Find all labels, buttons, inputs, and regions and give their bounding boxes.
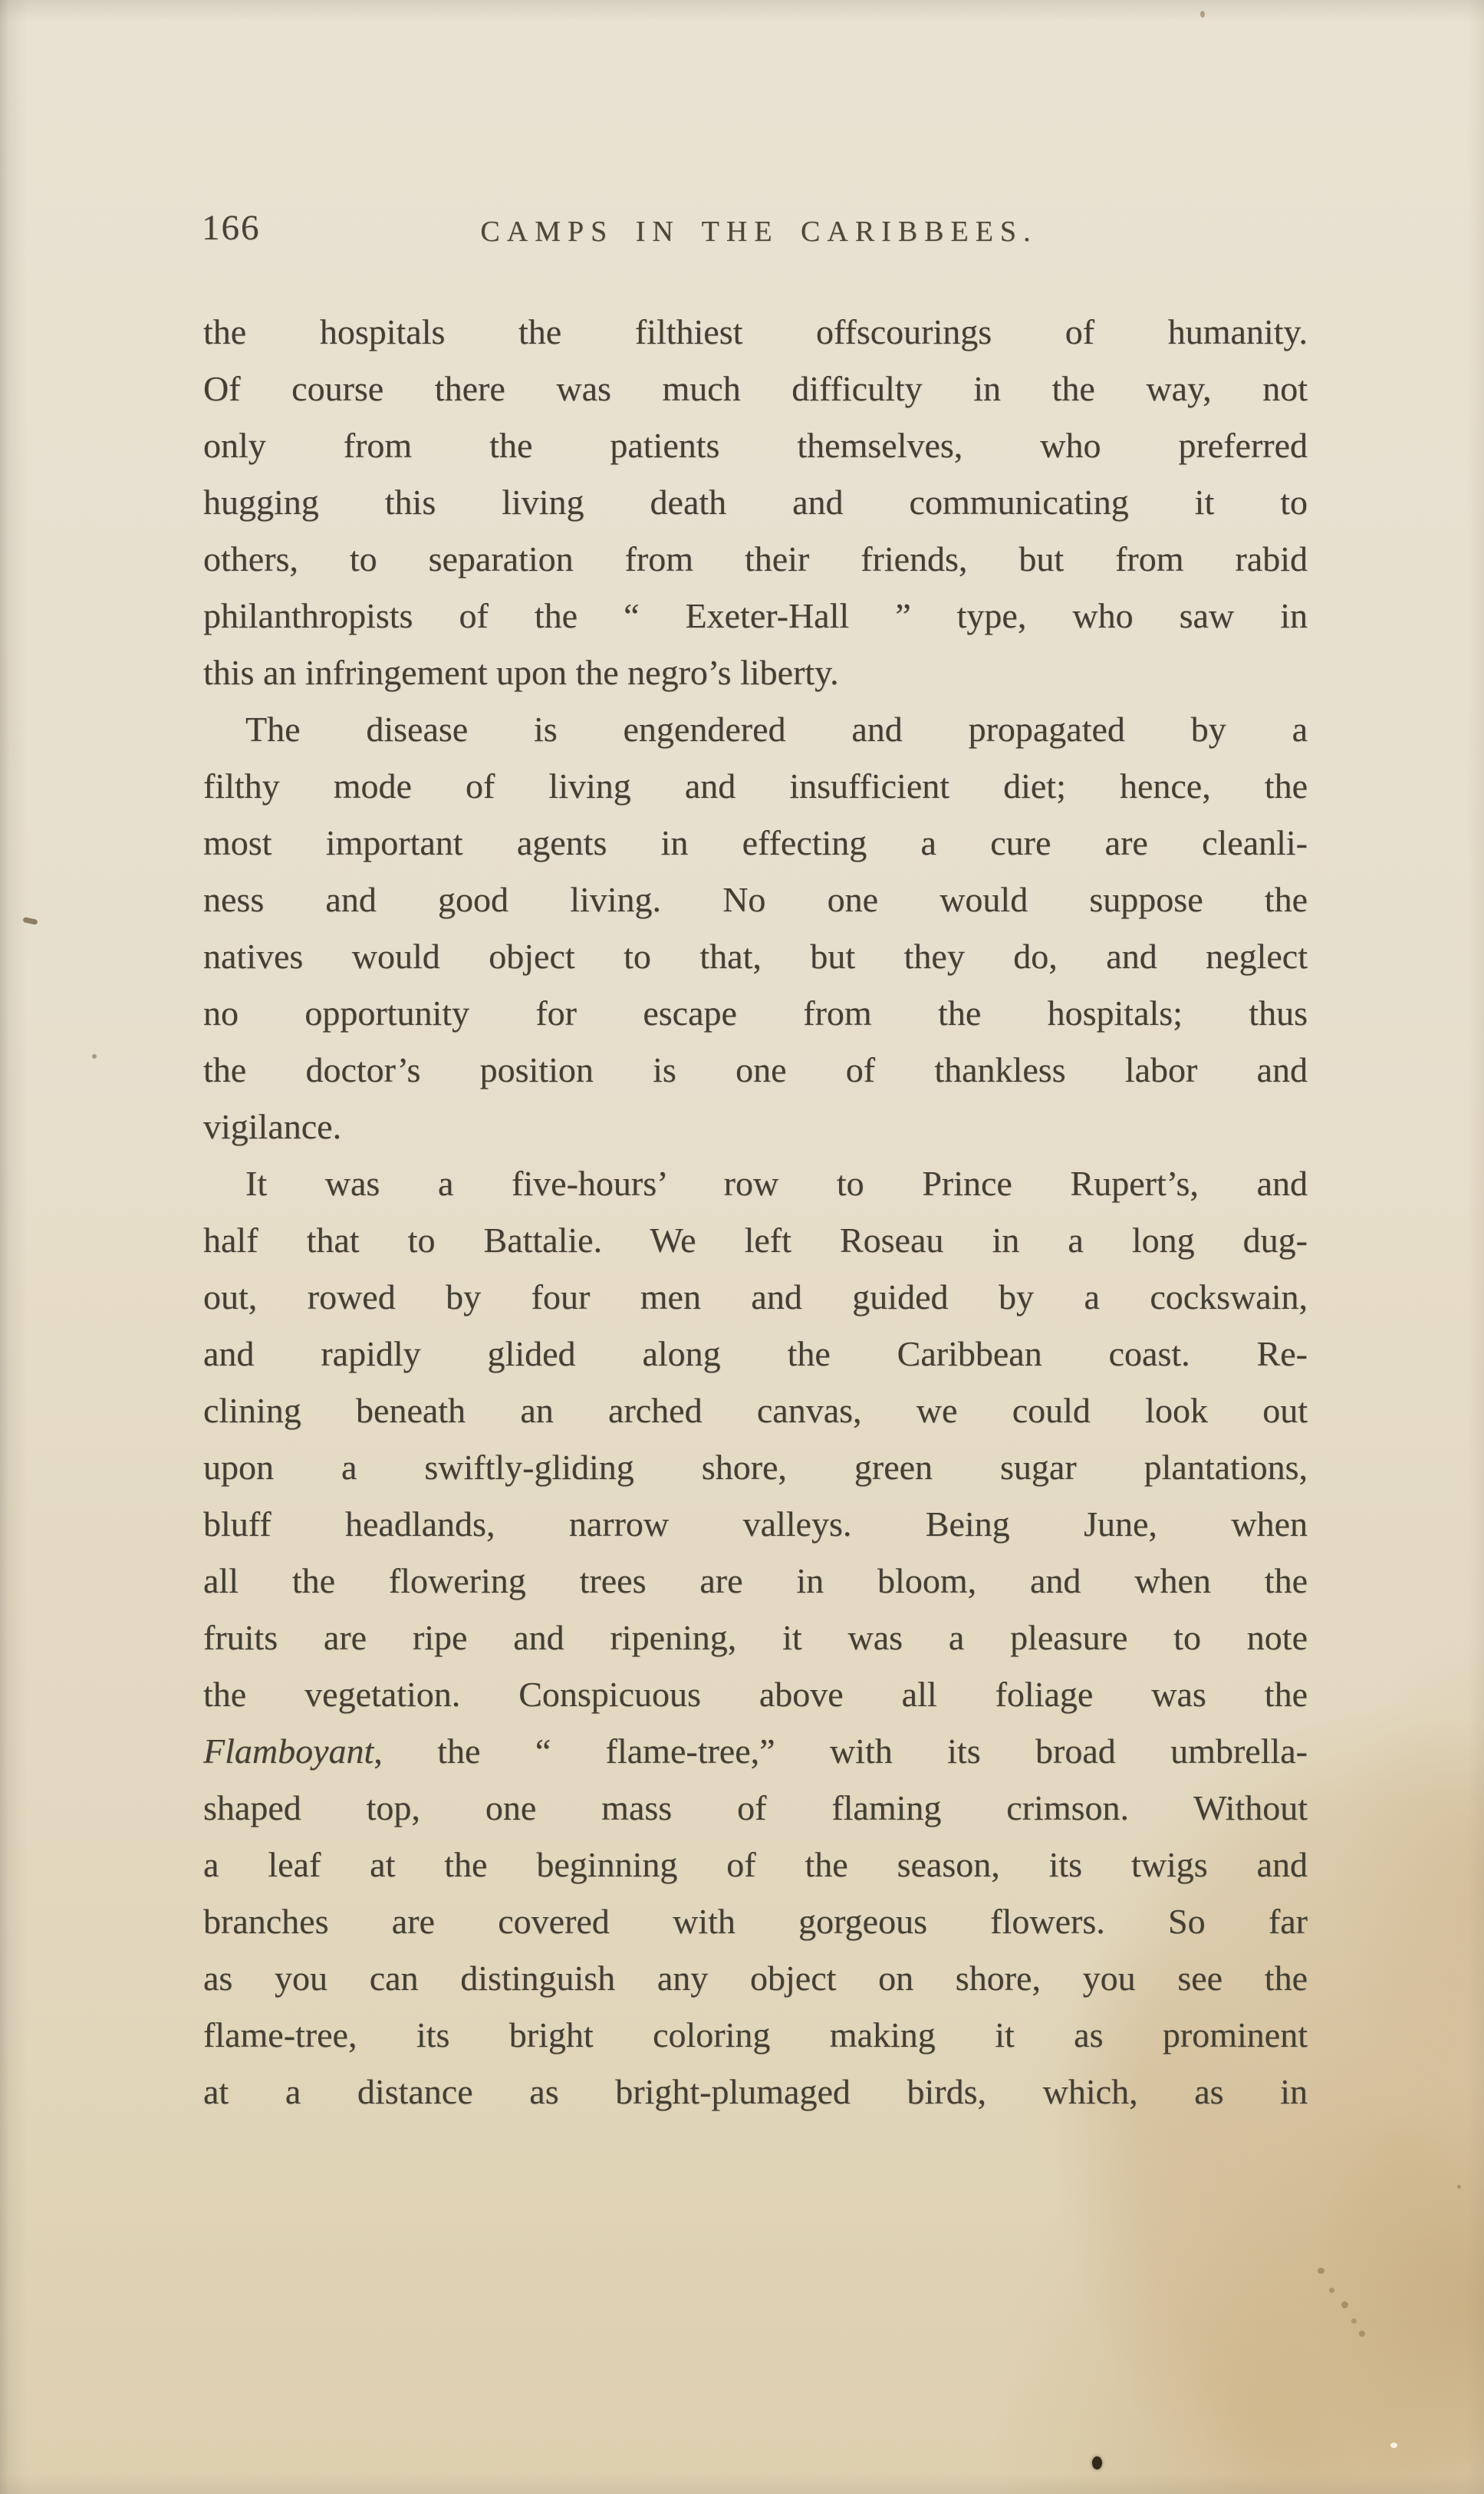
- text-line: and rapidly glided along the Caribbean coast. Re-: [203, 1334, 1308, 1373]
- text-line: a leaf at the beginning of the season, its twigs and: [203, 1845, 1308, 1884]
- text-line: Of course there was much difficulty in the way, not: [203, 369, 1308, 408]
- foxing-speck: [1359, 2331, 1365, 2337]
- foxing-speck: [1341, 2301, 1348, 2308]
- text-line: half that to Battalie. We left Roseau in a long dug-: [203, 1221, 1308, 1260]
- text-block: [203, 304, 1308, 2120]
- running-title: CAMPS IN THE CARIBBEES.: [480, 216, 1038, 248]
- text-line: natives would object to that, but they do, and neglect: [203, 937, 1308, 976]
- text-line: this an infringement upon the negro’s liberty.: [203, 653, 839, 692]
- text-line: all the flowering trees are in bloom, and when the: [203, 1561, 1308, 1600]
- paper-fleck: [1390, 2443, 1397, 2448]
- text-line: upon a swiftly-gliding shore, green sugar plantations,: [203, 1448, 1308, 1487]
- foxing-speck: [1329, 2288, 1334, 2293]
- text-line: It was a five-hours’ row to Prince Rupert’s, and: [245, 1164, 1308, 1203]
- text-line: no opportunity for escape from the hospitals; thus: [203, 993, 1308, 1033]
- text-line: as you can distinguish any object on shore, you see the: [203, 1959, 1308, 1998]
- text-line: flame-tree, its bright coloring making it as prominent: [203, 2015, 1308, 2054]
- text-line: vigilance.: [203, 1107, 342, 1146]
- text-line: the vegetation. Conspicuous above all foliage was the: [203, 1675, 1308, 1714]
- paper-speck: [92, 1054, 97, 1059]
- foxing-speck: [1351, 2318, 1357, 2324]
- text-line: shaped top, one mass of flaming crimson. Without: [203, 1788, 1308, 1827]
- text-line: The disease is engendered and propagated by a: [245, 710, 1308, 749]
- ink-speck: [1092, 2456, 1102, 2469]
- page-number: 166: [202, 208, 261, 248]
- text-line: the hospitals the filthiest offscourings of humanity.: [203, 312, 1308, 351]
- text-line: others, to separation from their friends, but from rabid: [203, 539, 1308, 578]
- text-line: branches are covered with gorgeous flowers. So far: [203, 1902, 1308, 1941]
- text-line: ness and good living. No one would suppose the: [203, 880, 1308, 919]
- foxing-speck: [1318, 2268, 1324, 2274]
- text-line: Flamboyant, the “ flame-tree,” with its broad umbrella-: [203, 1731, 1308, 1771]
- text-line: at a distance as bright-plumaged birds, which, as in: [203, 2072, 1308, 2111]
- text-line: filthy mode of living and insufficient diet; hence, the: [203, 766, 1308, 806]
- paper-mark: [22, 917, 38, 925]
- paper-speck: [1200, 11, 1205, 18]
- text-line: clining beneath an arched canvas, we could look out: [203, 1391, 1308, 1430]
- text-line: philanthropists of the “ Exeter-Hall ” type, who saw in: [203, 596, 1308, 635]
- text-line: most important agents in effecting a cure are cleanli-: [203, 823, 1308, 862]
- text-line: the doctor’s position is one of thankless labor and: [203, 1050, 1308, 1089]
- italic-text: Flamboyant: [203, 1731, 374, 1771]
- page-header: [203, 206, 1308, 255]
- text-line: out, rowed by four men and guided by a cockswain,: [203, 1277, 1308, 1316]
- foxing-speck: [1457, 2185, 1461, 2189]
- text-line: fruits are ripe and ripening, it was a pleasure to note: [203, 1618, 1308, 1657]
- text-line: bluff headlands, narrow valleys. Being June, when: [203, 1504, 1308, 1544]
- text-line: only from the patients themselves, who preferred: [203, 426, 1308, 465]
- text-line: hugging this living death and communicating it to: [203, 483, 1308, 522]
